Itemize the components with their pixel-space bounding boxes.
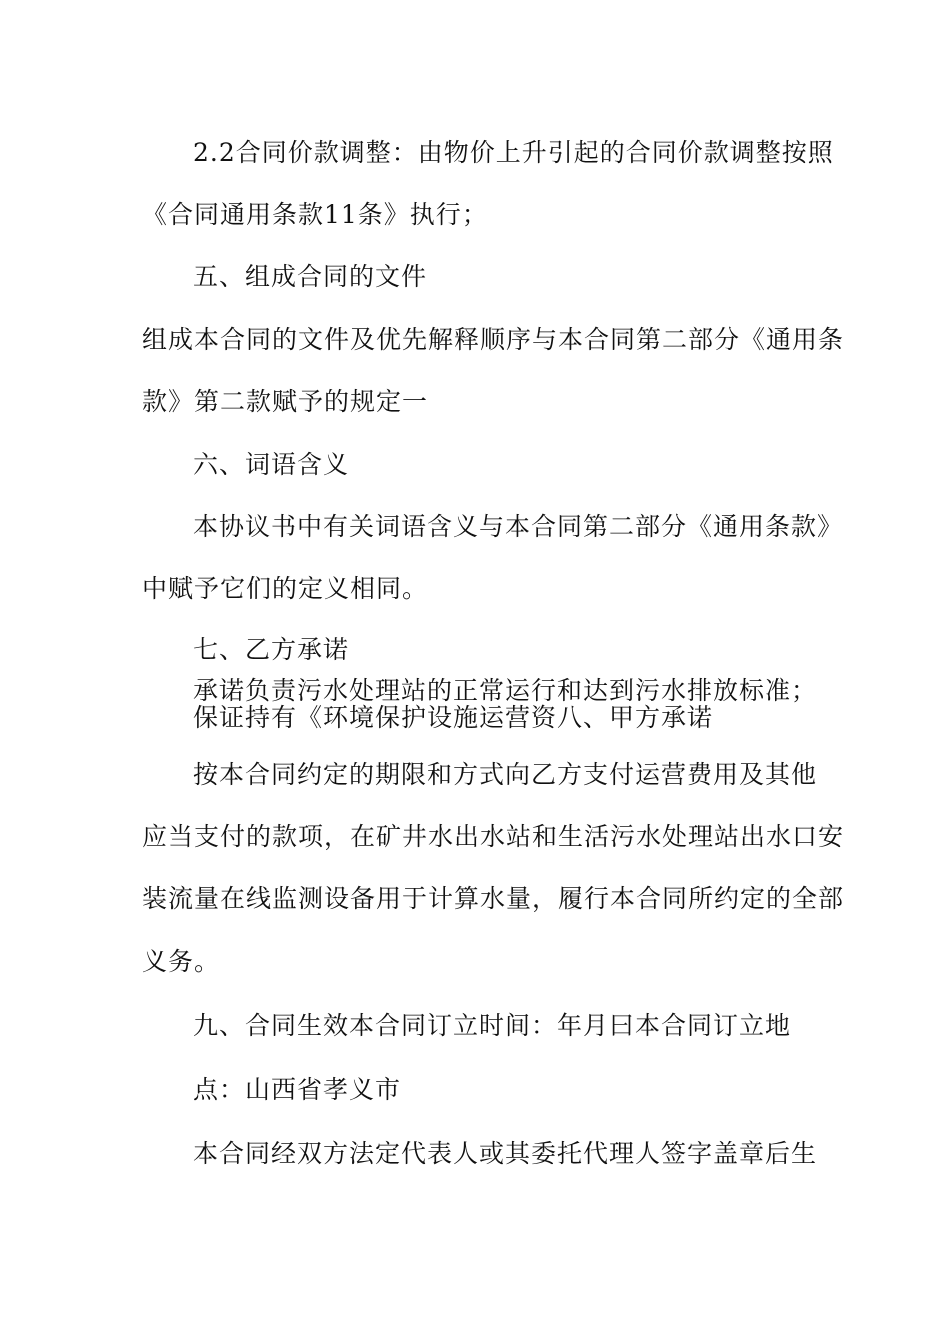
section-5-line-1: 组成本合同的文件及优先解释顺序与本合同第二部分《通用条	[142, 325, 845, 354]
section-7-line-1: 承诺负责污水处理站的正常运行和达到污水排放标准；	[193, 676, 818, 705]
section-9-line-3: 本合同经双方法定代表人或其委托代理人签字盖章后生	[193, 1139, 818, 1168]
section-8-line-4: 义务。	[142, 947, 221, 976]
section-8-line-2: 应当支付的款项，在矿井水出水站和生活污水处理站出水口安	[142, 822, 845, 851]
section-8-line-1: 按本合同约定的期限和方式向乙方支付运营费用及其他	[193, 760, 818, 789]
section-7-heading: 七、乙方承诺	[193, 635, 350, 664]
section-6-line-2: 中赋予它们的定义相同。	[142, 574, 429, 603]
clause-2-2-line-2: 《合同通用条款11条》执行；	[142, 200, 488, 229]
section-5-line-2: 款》第二款赋予的规定一	[142, 387, 429, 416]
section-5-heading: 五、组成合同的文件	[193, 262, 428, 291]
section-8-line-3: 装流量在线监测设备用于计算水量，履行本合同所约定的全部	[142, 884, 845, 913]
clause-2-2-line-1: 2.2合同价款调整：由物价上升引起的合同价款调整按照	[193, 138, 834, 167]
section-6-line-1: 本协议书中有关词语含义与本合同第二部分《通用条款》	[193, 512, 844, 541]
section-9-line-1: 九、合同生效本合同订立时间：年月曰本合同订立地	[193, 1011, 792, 1040]
section-6-heading: 六、词语含义	[193, 450, 350, 479]
section-9-line-2: 点：山西省孝义市	[193, 1075, 402, 1104]
section-7-line-2: 保证持有《环境保护设施运营资八、甲方承诺	[193, 703, 714, 732]
